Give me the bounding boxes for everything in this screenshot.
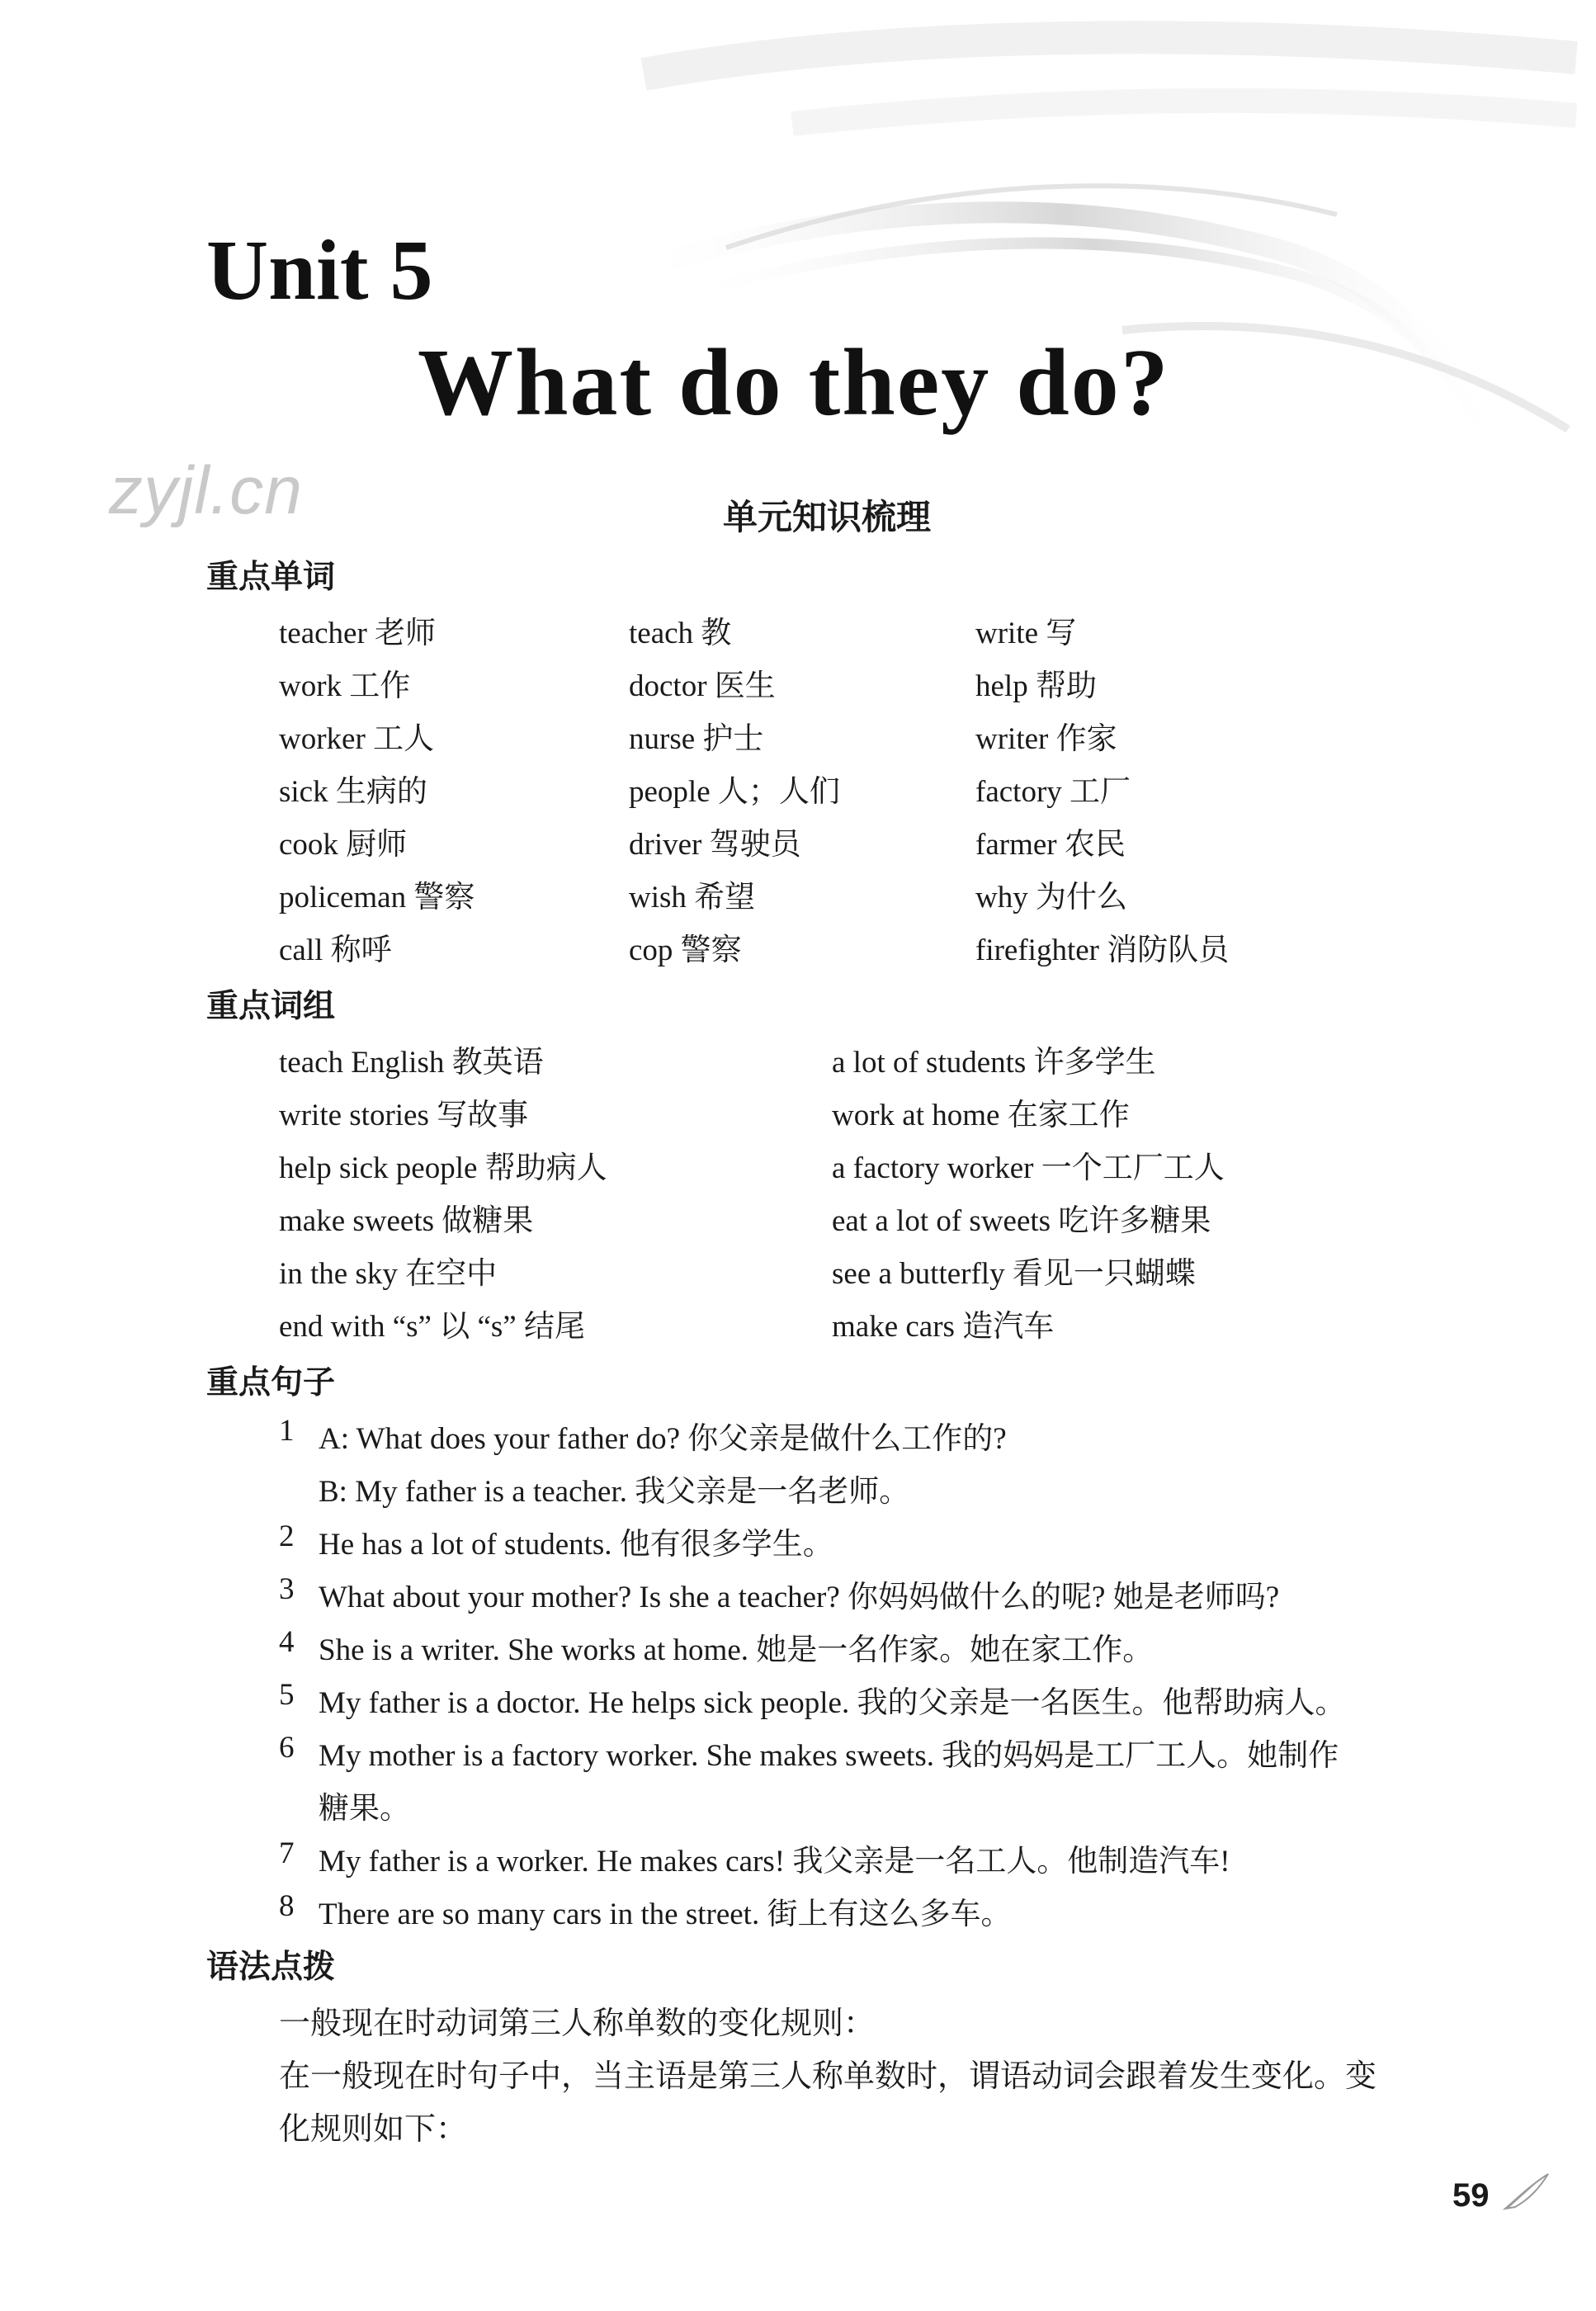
- grammar-line: 在一般现在时句子中，当主语是第三人称单数时，谓语动词会跟着发生变化。变: [279, 2058, 1377, 2094]
- word-item: cook 厨师: [279, 828, 408, 862]
- sentences-heading: 重点句子: [206, 1364, 336, 1401]
- word-item: policeman 警察: [279, 881, 475, 914]
- words-heading: 重点单词: [206, 559, 336, 596]
- sentence-number: 3: [279, 1572, 295, 1606]
- phrase-item: in the sky 在空中: [279, 1257, 498, 1291]
- unit-label: Unit 5: [206, 223, 433, 318]
- word-item: firefighter 消防队员: [975, 933, 1230, 967]
- sentence-number: 8: [279, 1889, 295, 1923]
- word-item: worker 工人: [279, 722, 435, 756]
- phrase-item: make cars 造汽车: [832, 1310, 1055, 1344]
- word-item: doctor 医生: [629, 669, 776, 703]
- phrase-item: make sweets 做糖果: [279, 1204, 534, 1238]
- word-item: help 帮助: [975, 669, 1097, 703]
- sentence-line: There are so many cars in the street. 街上有这么多车。: [319, 1897, 1012, 1931]
- phrase-item: help sick people 帮助病人: [279, 1151, 607, 1185]
- sentence-number: 1: [279, 1414, 295, 1448]
- sentence-line: My father is a doctor. He helps sick people. 我的父亲是一名医生。他帮助病人。: [319, 1686, 1346, 1720]
- sentence-number: 2: [279, 1519, 295, 1553]
- watermark: zyjl.cn: [109, 453, 303, 528]
- word-item: wish 希望: [629, 881, 756, 914]
- phrase-item: end with “s” 以 “s” 结尾: [279, 1310, 585, 1344]
- sentence-line: B: My father is a teacher. 我父亲是一名老师。: [319, 1475, 910, 1509]
- sentence-line: A: What does your father do? 你父亲是做什么工作的?: [319, 1422, 1007, 1456]
- sentence-line: My father is a worker. He makes cars! 我父亲是一名工人。他制造汽车!: [319, 1845, 1230, 1879]
- sentence-line: She is a writer. She works at home. 她是一名作家。她在家工作。: [319, 1633, 1154, 1667]
- feather-icon: [1502, 2171, 1551, 2212]
- phrase-item: write stories 写故事: [279, 1099, 529, 1132]
- word-item: farmer 农民: [975, 828, 1126, 862]
- page-number: 59: [1452, 2177, 1490, 2214]
- word-item: write 写: [975, 617, 1077, 650]
- sentence-number: 6: [279, 1731, 295, 1765]
- sentence-line: What about your mother? Is she a teacher? 你妈妈做什么的呢? 她是老师吗?: [319, 1581, 1280, 1614]
- word-item: factory 工厂: [975, 775, 1131, 809]
- section-title: 单元知识梳理: [722, 497, 931, 537]
- phrase-item: eat a lot of sweets 吃许多糖果: [832, 1204, 1211, 1238]
- grammar-line: 一般现在时动词第三人称单数的变化规则：: [279, 2005, 876, 2041]
- sentence-number: 7: [279, 1836, 295, 1870]
- phrase-item: work at home 在家工作: [832, 1099, 1130, 1132]
- phrase-item: a factory worker 一个工厂工人: [832, 1151, 1225, 1185]
- phrases-heading: 重点词组: [206, 988, 336, 1025]
- word-item: teacher 老师: [279, 617, 437, 650]
- word-item: writer 作家: [975, 722, 1117, 756]
- grammar-line: 化规则如下：: [279, 2110, 468, 2147]
- word-item: call 称呼: [279, 933, 392, 967]
- sentence-line: 糖果。: [319, 1792, 410, 1826]
- word-item: why 为什么: [975, 881, 1127, 914]
- grammar-heading: 语法点拨: [206, 1949, 336, 1986]
- word-item: nurse 护士: [629, 722, 764, 756]
- phrase-item: a lot of students 许多学生: [832, 1046, 1156, 1080]
- word-item: work 工作: [279, 669, 411, 703]
- phrase-item: teach English 教英语: [279, 1046, 544, 1080]
- sentence-number: 4: [279, 1625, 295, 1659]
- word-item: teach 教: [629, 617, 732, 650]
- phrase-item: see a butterfly 看见一只蝴蝶: [832, 1257, 1196, 1291]
- unit-title: What do they do?: [418, 330, 1170, 436]
- word-item: driver 驾驶员: [629, 828, 801, 862]
- word-item: cop 警察: [629, 933, 742, 967]
- sentence-line: He has a lot of students. 他有很多学生。: [319, 1528, 833, 1562]
- word-item: sick 生病的: [279, 775, 427, 809]
- sentence-line: My mother is a factory worker. She makes sweets. 我的妈妈是工厂工人。她制作: [319, 1739, 1339, 1773]
- sentence-number: 5: [279, 1678, 295, 1712]
- word-item: people 人；人们: [629, 775, 840, 809]
